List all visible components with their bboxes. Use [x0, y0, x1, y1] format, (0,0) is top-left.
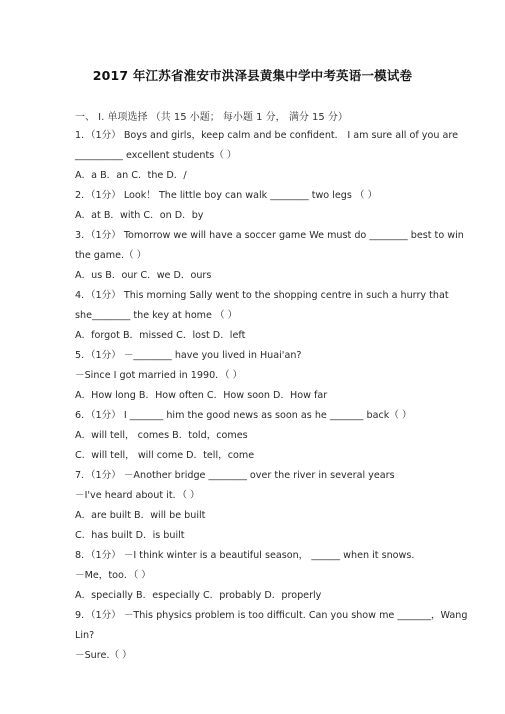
- question-line: 6．（1分） I _______ him the good news as soon as he _______ back（ ）: [75, 410, 412, 421]
- question-line: 7．（1分） －Another bridge ________ over the river in several years: [75, 470, 395, 481]
- answer-options: A．a B．an C．the D．/: [75, 170, 187, 181]
- answer-options: A．at B．with C．on D．by: [75, 210, 204, 221]
- page-title: 2017 年江苏省淮安市洪泽县黄集中学中考英语一模试卷: [92, 68, 413, 83]
- answer-options: A．specially B．especially C．probably D．properly: [75, 590, 322, 601]
- question-line: Lin?: [75, 630, 95, 641]
- answer-options: A．are built B．will be built: [75, 510, 206, 521]
- question-line: －I've heard about it．（ ）: [75, 490, 200, 501]
- question-line: 5．（1分） －________ have you lived in Huai'an?: [75, 350, 302, 361]
- answer-options: C．has built D．is built: [75, 530, 185, 541]
- section-heading: 一、 I. 单项选择 （共 15 小题； 每小题 1 分， 满分 15 分）: [75, 112, 348, 123]
- answer-options: C．will tell， will come D．tell，come: [75, 450, 255, 461]
- question-line: she________ the key at home （ ）: [75, 310, 238, 321]
- question-line: 3．（1分） Tomorrow we will have a soccer game We must do ________ best to win: [75, 230, 464, 241]
- answer-options: A．forgot B．missed C．lost D．left: [75, 330, 246, 341]
- answer-options: A．How long B．How often C．How soon D．How far: [75, 390, 328, 401]
- question-line: －Sure.（ ）: [75, 650, 132, 661]
- question-line: 9．（1分） －This physics problem is too difficult. Can you show me _______，Wang: [75, 610, 468, 621]
- question-line: 1．（1分） Boys and girls，keep calm and be confident． I am sure all of you are: [75, 130, 458, 141]
- question-line: the game.（ ）: [75, 250, 147, 261]
- question-line: －Since I got married in 1990．（ ）: [75, 370, 243, 381]
- answer-options: A．will tell， comes B．told，comes: [75, 430, 248, 441]
- answer-options: A．us B．our C．we D．ours: [75, 270, 212, 281]
- question-line: 2．（1分） Look！ The little boy can walk ________ two legs （ ）: [75, 190, 378, 201]
- question-line: 4．（1分） This morning Sally went to the shopping centre in such a hurry that: [75, 290, 449, 301]
- question-line: －Me，too．（ ）: [75, 570, 151, 581]
- question-line: __________ excellent students（ ）: [75, 150, 237, 161]
- question-line: 8．（1分） －I think winter is a beautiful season， ______ when it snows.: [75, 550, 415, 561]
